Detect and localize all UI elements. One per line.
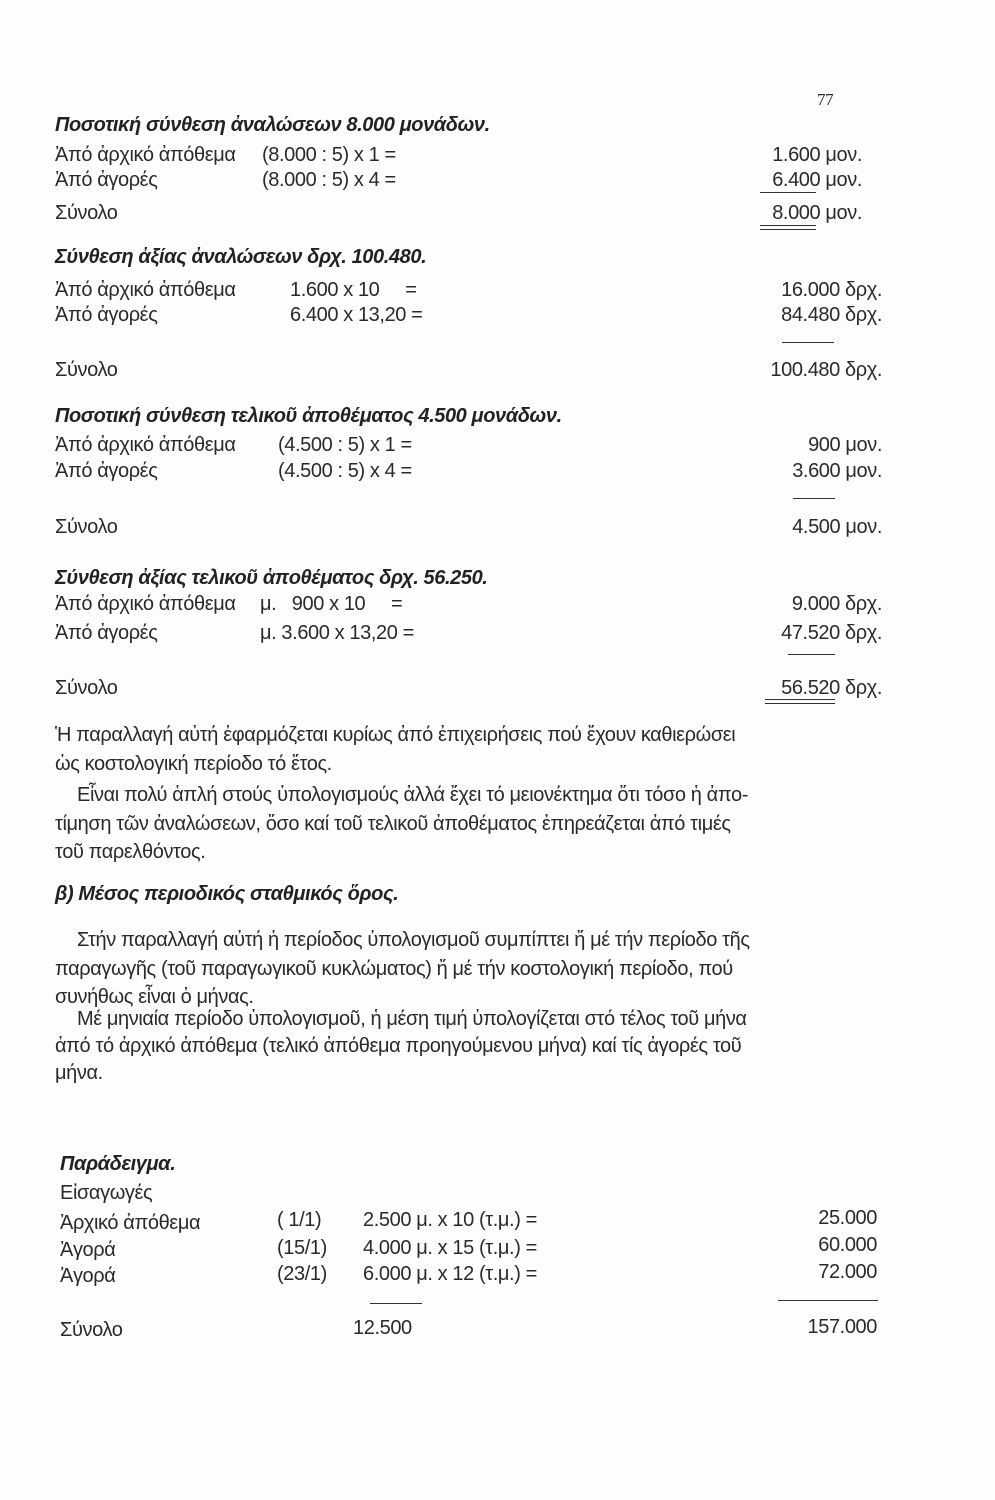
row-label: Ἀπό ἀρχικό ἀπόθεμα — [55, 434, 236, 456]
sum-line — [778, 1300, 878, 1301]
section-title: Ποσοτική σύνθεση ἀναλώσεων 8.000 μονάδων. — [55, 114, 490, 136]
row-label: Ἀπό ἀρχικό ἀπόθεμα — [55, 593, 236, 615]
total-label: Σύνολο — [55, 202, 118, 224]
row-expression: (4.500 : 5) x 1 = — [278, 434, 412, 456]
paragraph — [55, 926, 867, 1012]
row-value: 9.000 δρχ. — [791, 593, 882, 615]
row-label: Ἀγορά — [60, 1265, 116, 1287]
double-underline — [765, 703, 835, 704]
row-value: 3.600 μον. — [792, 460, 882, 482]
row-date: (15/1) — [277, 1237, 327, 1259]
row-value: 47.520 δρχ. — [781, 622, 882, 644]
text-line: ἀπό τό ἀρχικό ἀπόθεμα (τελικό ἀπόθεμα προηγούμενου μήνα) καί τίς ἀγορές τοῦ — [55, 1035, 742, 1057]
row-expression: (8.000 : 5) x 1 = — [262, 144, 396, 166]
example-title: Παράδειγμα. — [60, 1153, 176, 1175]
text-line: Εἶναι πολύ ἁπλή στούς ὑπολογισμούς ἀλλά ἔχει τό μειονέκτημα ὅτι τόσο ἡ ἀπο- — [77, 784, 748, 806]
sum-line — [793, 498, 835, 499]
text-line: τίμηση τῶν ἀναλώσεων, ὅσο καί τοῦ τελικοῦ ἀποθέματος ἐπηρεάζεται ἀπό τιμές — [55, 812, 731, 835]
row-label: Ἀπό ἀγορές — [55, 460, 158, 482]
total-units: 12.500 — [353, 1317, 412, 1339]
sum-line — [782, 342, 834, 343]
total-value: 8.000 μον. — [772, 202, 862, 224]
row-value: 1.600 μον. — [772, 144, 862, 166]
row-expression: μ. 900 x 10 = — [260, 593, 403, 615]
section-title: Σύνθεση ἀξίας ἀναλώσεων δρχ. 100.480. — [55, 246, 427, 268]
total-value: 157.000 — [807, 1316, 877, 1338]
row-value: 72.000 — [818, 1261, 877, 1283]
row-date: (23/1) — [277, 1263, 327, 1285]
sum-line — [370, 1303, 422, 1304]
total-label: Σύνολο — [60, 1319, 123, 1341]
total-value: 4.500 μον. — [792, 516, 882, 538]
text-line: συνήθως εἶναι ὁ μήνας. — [55, 986, 254, 1008]
row-expression: (8.000 : 5) x 4 = — [262, 169, 396, 191]
section-title: Σύνθεση ἀξίας τελικοῦ ἀποθέματος δρχ. 56.250. — [55, 567, 488, 589]
paragraph — [55, 781, 867, 867]
row-label: Ἀπό ἀγορές — [55, 169, 158, 191]
total-label: Σύνολο — [55, 677, 118, 699]
subsection-heading: β) Μέσος περιοδικός σταθμικός ὅρος. — [55, 883, 399, 905]
paragraph — [55, 721, 867, 778]
row-date: ( 1/1) — [277, 1209, 322, 1231]
section-title: Ποσοτική σύνθεση τελικοῦ ἀποθέματος 4.500 μονάδων. — [55, 405, 562, 427]
text-line: μήνα. — [55, 1062, 103, 1084]
row-label: Ἀγορά — [60, 1239, 116, 1261]
row-expression: 6.400 x 13,20 = — [290, 304, 423, 326]
row-label: Ἀπό ἀρχικό ἀπόθεμα — [55, 279, 236, 301]
row-label: Ἀρχικό ἀπόθεμα — [60, 1212, 201, 1234]
row-expression: (4.500 : 5) x 4 = — [278, 460, 412, 482]
total-label: Σύνολο — [55, 359, 118, 381]
paragraph — [55, 1006, 867, 1087]
double-underline — [765, 699, 835, 700]
sum-line — [760, 192, 816, 193]
row-expression: 1.600 x 10 = — [290, 279, 417, 301]
text-line: τοῦ παρελθόντος. — [55, 841, 206, 863]
row-expression: 6.000 μ. x 12 (τ.μ.) = — [363, 1263, 537, 1285]
row-value: 900 μον. — [808, 434, 882, 456]
row-value: 84.480 δρχ. — [781, 304, 882, 326]
example-subtitle: Εἰσαγωγές — [60, 1182, 153, 1204]
row-value: 25.000 — [818, 1207, 877, 1229]
double-underline — [760, 229, 816, 230]
row-value: 16.000 δρχ. — [781, 279, 882, 301]
row-label: Ἀπό ἀγορές — [55, 304, 158, 326]
text-line: Ἡ παραλλαγή αὐτή ἐφαρμόζεται κυρίως ἀπό ἐπιχειρήσεις πού ἔχουν καθιερώσει — [55, 724, 736, 746]
text-line: παραγωγῆς (τοῦ παραγωγικοῦ κυκλώματος) ἤ μέ τήν κοστολογική περίοδο, πού — [55, 957, 733, 980]
row-expression: 2.500 μ. x 10 (τ.μ.) = — [363, 1209, 537, 1231]
row-value: 6.400 μον. — [772, 169, 862, 191]
text-line: Στήν παραλλαγή αὐτή ἡ περίοδος ὑπολογισμοῦ συμπίπτει ἤ μέ τήν περίοδο τῆς — [77, 929, 750, 951]
row-value: 60.000 — [818, 1234, 877, 1256]
row-expression: 4.000 μ. x 15 (τ.μ.) = — [363, 1237, 537, 1259]
sum-line — [788, 654, 835, 655]
text-line: Μέ μηνιαία περίοδο ὑπολογισμοῦ, ἡ μέση τιμή ὑπολογίζεται στό τέλος τοῦ μήνα — [77, 1008, 747, 1030]
row-label: Ἀπό ἀρχικό ἀπόθεμα — [55, 144, 236, 166]
page-number: 77 — [817, 90, 834, 109]
total-value: 56.520 δρχ. — [781, 677, 882, 699]
double-underline — [760, 225, 816, 226]
text-line: ὡς κοστολογική περίοδο τό ἔτος. — [55, 752, 332, 775]
total-value: 100.480 δρχ. — [770, 359, 882, 381]
total-label: Σύνολο — [55, 516, 118, 538]
row-label: Ἀπό ἀγορές — [55, 622, 158, 644]
row-expression: μ. 3.600 x 13,20 = — [260, 622, 414, 644]
